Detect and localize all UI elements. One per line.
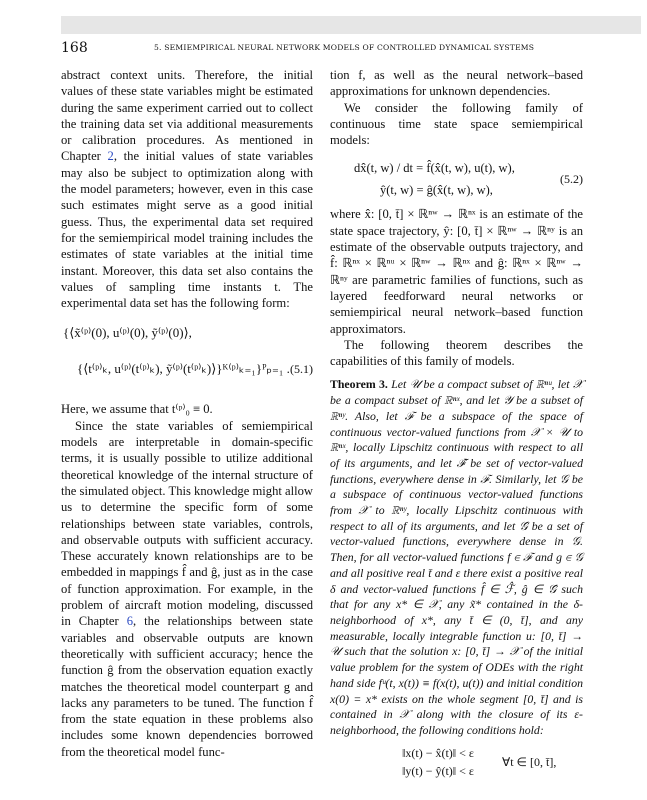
right-column — [330, 67, 583, 783]
equation-5-2-line-1: dx̂(t, w) / dt = f̂(x̂(t, w), u(t), w), — [354, 161, 515, 176]
left-paragraph-3: Since the state variables of semiempirical models are interpretable in domain-specific terms, it is usually possible to utilize additional theoretical knowledge of the internal structure of the simulated object. This knowledge might allow us to determine the specific form of some relationships between state variables, controls, and observable outputs with sufficient accuracy. These accurately known relationships are to be embedded in mappings f̂ and ĝ, just as in the case of function approximation. For example, in the problem of aircraft motion modeling, discussed in Chapter 6, the relationships between state variables and observable outputs are known theoretically with sufficient accuracy; hence the function ĝ from the observation equation exactly matches the theoretical model counterpart g and lacks any parameters to be tuned. The function f̂ from the state equation in these problems also includes some known dependencies borrowed from the theoretical model func- — [61, 418, 313, 759]
chapter-2-link[interactable]: 2 — [107, 149, 114, 164]
theorem-label: Theorem 3. — [330, 377, 388, 392]
theorem-conditions — [330, 743, 583, 783]
right-paragraph-4: The following theorem describes the capabilities of this family of models. — [330, 337, 583, 369]
theorem-3 — [330, 377, 583, 738]
equation-5-1-line-1: {⟨x̃⁽ᵖ⁾(0), u⁽ᵖ⁾(0), ỹ⁽ᵖ⁾(0)⟩, — [63, 325, 192, 341]
equation-5-1 — [61, 317, 313, 397]
left-column — [61, 67, 313, 760]
equation-number-5-2: (5.2) — [560, 172, 583, 187]
equation-5-2-line-2: ŷ(t, w) = ĝ(x̂(t, w), w), — [380, 183, 493, 198]
equation-5-1-line-2: {⟨t⁽ᵖ⁾ₖ, u⁽ᵖ⁾(t⁽ᵖ⁾ₖ), ỹ⁽ᵖ⁾(t⁽ᵖ⁾ₖ)⟩}ᴷ⁽ᵖ⁾ₖ₌₁}ᴾₚ₌₁ . — [77, 361, 290, 377]
equation-5-2 — [330, 152, 583, 206]
condition-quantifier: ∀t ∈ [0, t̄], — [502, 754, 557, 769]
running-title: 5. SEMIEMPIRICAL NEURAL NETWORK MODELS OF CONTROLLED DYNAMICAL SYSTEMS — [154, 43, 535, 52]
condition-2: ‖y(t) − ŷ(t)‖ < ε — [402, 763, 474, 778]
equation-number-5-1: (5.1) — [290, 362, 313, 377]
page-number: 168 — [61, 40, 88, 56]
top-bar — [61, 16, 641, 34]
left-paragraph-2: Here, we assume that t⁽ᵖ⁾₀ ≡ 0. — [61, 402, 213, 417]
chapter-6-link[interactable]: 6 — [126, 614, 133, 629]
right-paragraph-2: We consider the following family of continuous time state space semiempirical models: — [330, 100, 583, 148]
theorem-text: Let 𝒰 be a compact subset of ℝⁿᵘ, let 𝒳 be a compact subset of ℝⁿˣ, and let 𝒴 be a subset of ℝⁿʸ. Also, let ℱ be a subspace of the space of continuous vector-valued functions from 𝒳 × 𝒰 to ℝⁿˣ, locally Lipschitz continuous with respect to all of its arguments, and let ℱ̂ be set of vector-valued functions, everywhere dense in ℱ. Similarly, let 𝒢 be a subspace of continuous vector-valued functions from 𝒳 to ℝⁿʸ, locally Lipschitz continuous with respect to all of its arguments, and let 𝒢̂ be a set of vector-valued functions, everywhere dense in 𝒢. Then, for all vector-valued functions f ∈ ℱ and g ∈ 𝒢 and all positive real t̄ and ε there exist a positive real δ and vector-valued functions f̂ ∈ ℱ̂, ĝ ∈ 𝒢̂ such that for any x* ∈ 𝒳, any x̃* contained in the δ-neighborhood of x*, any t̄ ∈ (0, t̄], and any measurable, locally integrable function u: [0, t̄] → 𝒰 such that the solution x: [0, t̄] → 𝒳 of the initial value problem for the system of ODEs with the right hand side fᵘ(t, x(t)) ≡ f(x(t), u(t)) and initial condition x(0) = x* exists on the whole segment [0, t̄] and is contained in 𝒳 along with the closure of its ε-neighborhood, the following conditions hold: — [330, 377, 583, 737]
page-header — [61, 40, 621, 58]
left-paragraph-1: abstract context units. Therefore, the initial values of these state variables might be estimated during the same experiment carried out to collect the training data set via additional measurements or calibration procedures. As mentioned in Chapter 2, the initial values of state variables may also be subject to optimization along with the model parameters; however, even in this case such estimates might serve as a good initial guess. Thus, the experimental data set required for the semiempirical model training includes the estimates of state variables at the initial time instant. Moreover, this data set also contains the values of sampling time instants t. The experimental data set has the following form: — [61, 68, 313, 311]
right-paragraph-1: tion f, as well as the neural network–based approximations for unknown dependencies. — [330, 68, 583, 99]
condition-1: ‖x(t) − x̂(t)‖ < ε — [402, 745, 474, 760]
right-paragraph-3: where x̂: [0, t̄] × ℝⁿʷ → ℝⁿˣ is an estimate of the state space trajectory, ŷ: [0, t̄] × ℝⁿʷ → ℝⁿʸ is an estimate of the observable outputs trajectory, and f̂: ℝⁿˣ × ℝⁿᵘ × ℝⁿʷ → ℝⁿˣ and ĝ: ℝⁿˣ × ℝⁿʷ → ℝⁿʸ are parametric families of functions, such as layered feedforward neural networks or semiempirical neural network–based function approximators. — [330, 207, 583, 336]
